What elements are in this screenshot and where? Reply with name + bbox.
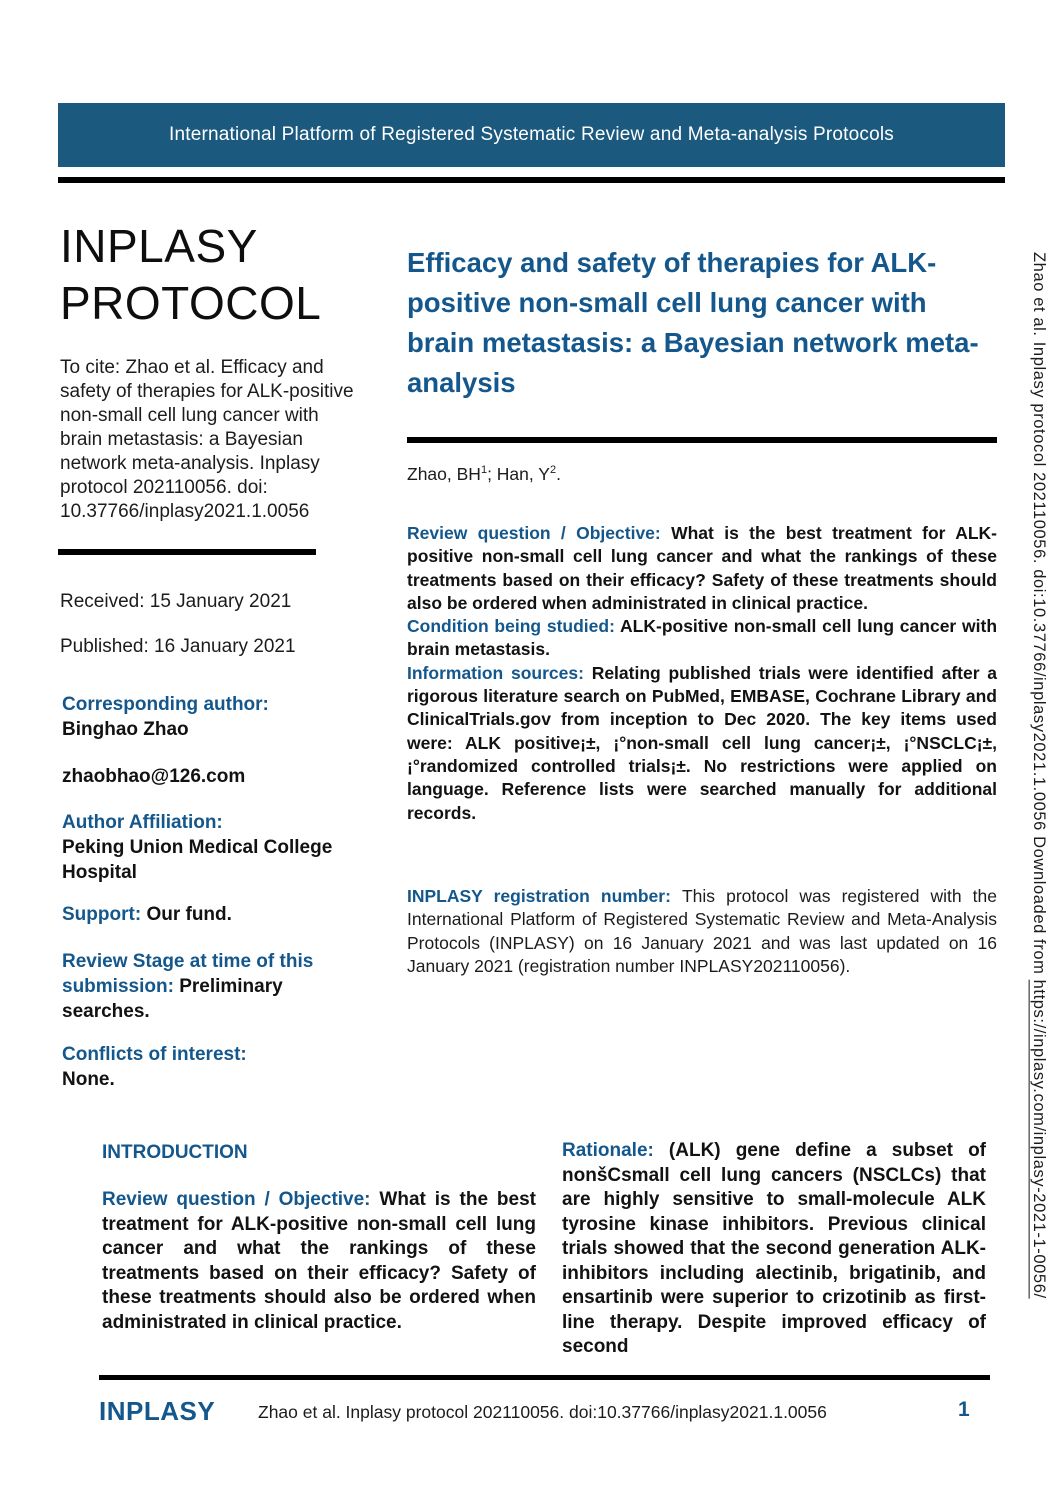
rationale-label: Rationale:: [562, 1140, 669, 1161]
registration-paragraph: [407, 885, 997, 978]
conflicts-label: Conflicts of interest:: [62, 1044, 247, 1065]
to-cite-note: To cite: Zhao et al. Efficacy and safety of therapies for ALK-positive non-small cell lung cancer with brain metastasis: a Bayesian network meta-analysis. Inplasy protocol 202110056. doi: 10.37766/inplasy2021.1.0056: [60, 357, 354, 522]
abstract-body: [407, 522, 997, 825]
platform-banner: [58, 103, 1005, 167]
footer-brand: INPLASY: [99, 1396, 216, 1426]
review-question-label: Review question / Objective:: [407, 523, 672, 543]
masthead-line-1: INPLASY: [60, 220, 258, 272]
footer-divider: [99, 1375, 990, 1380]
author-2-superscript: 2: [549, 464, 557, 477]
information-sources-paragraph: [407, 662, 997, 825]
authors-separator: ;: [487, 464, 497, 484]
authors-period: .: [556, 464, 561, 484]
conflicts-block: [62, 1042, 358, 1092]
rationale-text: (ALK) gene define a subset of nonšCsmall cell lung cancers (NSCLCs) that are highly sensitive to small-molecule ALK tyrosine kinase inhibitors. Previous clinical trials showed that the second generation ALK-inhibitors including alectinib, brigatinib, and ensartinib were superior to crizotinib as first-line therapy. Despite improved efficacy of second: [562, 1140, 987, 1357]
banner-divider: [58, 177, 1005, 183]
title-divider: [407, 437, 997, 443]
introduction-heading: INTRODUCTION: [102, 1142, 248, 1163]
author-2: Han, Y: [496, 464, 550, 484]
introduction-review-question-paragraph: [102, 1188, 536, 1335]
corresponding-author-block: [62, 692, 358, 742]
footer-page-number: 1: [958, 1398, 970, 1421]
support-value: Our fund.: [146, 904, 232, 925]
affiliation-label: Author Affiliation:: [62, 812, 223, 833]
review-stage-value: Preliminary searches.: [62, 976, 283, 1022]
support-block: [62, 902, 358, 927]
affiliation-block: [62, 810, 358, 885]
article-title: Efficacy and safety of therapies for ALK-positive non-small cell lung cancer with brain metastasis: a Bayesian network meta-analysis: [407, 247, 979, 398]
affiliation-value: Peking Union Medical College Hospital: [62, 837, 333, 883]
vertical-citation-text: Zhao et al. Inplasy protocol 202110056. doi:10.37766/inplasy2021.1.0056 Downloaded from: [1030, 252, 1048, 980]
masthead-line-2: PROTOCOL: [60, 277, 322, 329]
review-question-text: What is the best treatment for ALK-positive non-small cell lung cancer and what the rankings of these treatments based on their efficacy? Safety of these treatments should also be ordered when administrated in clinical practice.: [407, 523, 997, 613]
registration-label: INPLASY registration number:: [407, 886, 682, 906]
review-stage-block: [62, 949, 358, 1024]
author-1-superscript: 1: [480, 464, 488, 477]
vertical-citation-link[interactable]: https://inplasy.com/inplasy-2021-1-0056/: [1030, 979, 1048, 1299]
authors-line: [407, 464, 561, 485]
rationale-paragraph: [562, 1139, 986, 1360]
condition-paragraph: [407, 615, 997, 662]
condition-text: ALK-positive non-small cell lung cancer with brain metastasis.: [407, 616, 998, 660]
review-stage-label: Review Stage at time of this submission:: [62, 951, 314, 997]
information-sources-label: Information sources:: [407, 662, 592, 683]
author-email: zhaobhao@126.com: [62, 766, 246, 787]
support-label: Support:: [62, 904, 147, 925]
published-date: Published: 16 January 2021: [60, 636, 296, 657]
vertical-citation-rail: [1012, 252, 1048, 1397]
author-email-block: [62, 764, 358, 789]
review-question-paragraph: [407, 522, 997, 615]
cite-divider: [58, 549, 316, 555]
author-1: Zhao, BH: [407, 464, 481, 484]
received-date: Received: 15 January 2021: [60, 591, 292, 612]
information-sources-text: Relating published trials were identified after a rigorous literature search on PubMed, EMBASE, Cochrane Library and ClinicalTrials.gov from inception to Dec 2020. The key items used were: ALK positive¡±, ¡°non-small cell lung cancer¡±, ¡°NSCLC¡±, ¡°randomized controlled trials¡±. No restrictions were applied on language. Reference lists were searched manually for additional records.: [407, 662, 997, 823]
masthead: [60, 218, 321, 332]
platform-banner-text: International Platform of Registered Systematic Review and Meta-analysis Protocols: [169, 124, 894, 145]
corresponding-author-name: Binghao Zhao: [62, 719, 189, 740]
introduction-review-question-label: Review question / Objective:: [102, 1189, 380, 1210]
condition-label: Condition being studied:: [407, 616, 621, 637]
corresponding-author-label: Corresponding author:: [62, 694, 269, 715]
registration-text: This protocol was registered with the International Platform of Registered Systematic Review and Meta-Analysis Protocols (INPLASY) on 16 January 2021 and was last updated on 16 January 2021 (registration number INPLASY202110056).: [407, 886, 997, 976]
introduction-review-question-text: What is the best treatment for ALK-positive non-small cell lung cancer and what the rankings of these treatments based on their efficacy? Safety of these treatments should also be ordered when administrated in clinical practice.: [102, 1189, 536, 1333]
conflicts-value: None.: [62, 1069, 115, 1090]
footer-citation: Zhao et al. Inplasy protocol 202110056. doi:10.37766/inplasy2021.1.0056: [258, 1402, 827, 1422]
